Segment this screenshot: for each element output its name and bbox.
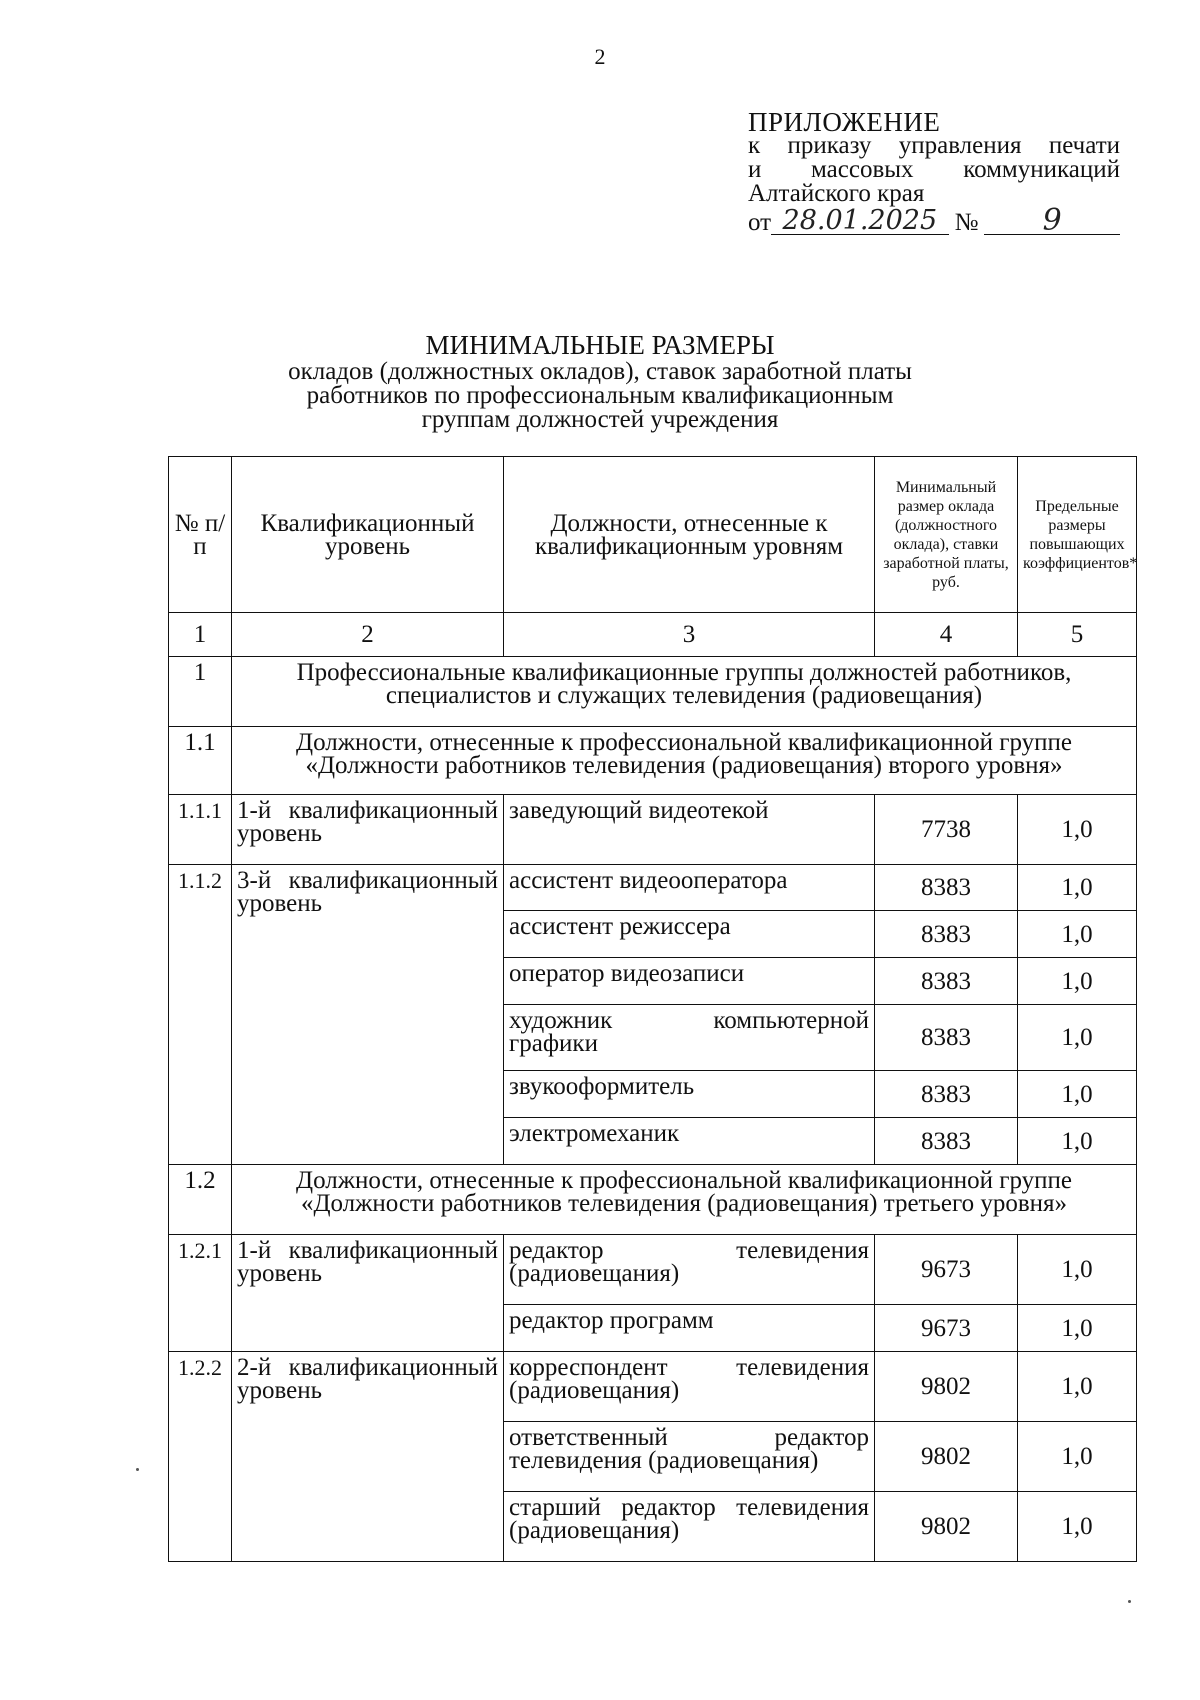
coefficient-cell: 1,0 <box>1018 1492 1137 1562</box>
appendix-line-2 <box>748 158 1120 182</box>
position-cell: корреспондент телевидения (радиовещания) <box>504 1352 875 1422</box>
order-signature-line <box>748 203 1120 238</box>
position-cell: редактор телевидения (радиовещания) <box>504 1235 875 1305</box>
appendix-word: к <box>748 132 761 159</box>
position-cell: ассистент режиссера <box>504 911 875 958</box>
appendix-word: массовых <box>811 156 914 183</box>
column-number: 2 <box>232 613 504 657</box>
appendix-word: и <box>748 156 762 183</box>
table-row <box>169 795 1137 865</box>
title-line: работников по профессиональным квалификационным <box>306 382 894 409</box>
order-number-handwritten: 9 <box>984 208 1120 235</box>
salary-cell: 8383 <box>875 958 1018 1005</box>
coefficient-cell: 1,0 <box>1018 795 1137 865</box>
scan-speck <box>1128 1600 1131 1603</box>
position-cell: звукооформитель <box>504 1071 875 1118</box>
coefficient-cell: 1,0 <box>1018 1005 1137 1071</box>
section-title: Должности, отнесенные к профессиональной квалификационной группе «Должности работников телевидения (радиовещания) третьего уровня» <box>232 1165 1137 1235</box>
coefficient-cell: 1,0 <box>1018 865 1137 911</box>
salary-cell: 9802 <box>875 1492 1018 1562</box>
column-number: 4 <box>875 613 1018 657</box>
header-positions: Должности, отнесенные к квалификационным уровням <box>504 457 875 613</box>
appendix-word: коммуникаций <box>963 156 1120 183</box>
table-row <box>169 865 1137 911</box>
section-row <box>169 1165 1137 1235</box>
section-row <box>169 657 1137 727</box>
coefficient-cell: 1,0 <box>1018 1422 1137 1492</box>
position-cell: оператор видеозаписи <box>504 958 875 1005</box>
position-cell: электромеханик <box>504 1118 875 1165</box>
coefficient-cell: 1,0 <box>1018 1118 1137 1165</box>
section-title: Профессиональные квалификационные группы должностей работников, специалистов и служащих телевидения (радиовещания) <box>232 657 1137 727</box>
position-cell: редактор программ <box>504 1305 875 1352</box>
salary-cell: 9673 <box>875 1235 1018 1305</box>
salary-cell: 9802 <box>875 1352 1018 1422</box>
section-row <box>169 727 1137 795</box>
salary-table <box>168 456 1137 1562</box>
position-cell: ассистент видеооператора <box>504 865 875 911</box>
section-number: 1.1 <box>169 727 232 795</box>
position-cell: художник компьютерной графики <box>504 1005 875 1071</box>
header-salary: Минимальный размер оклада (должностного оклада), ставки заработной платы, руб. <box>875 457 1018 613</box>
column-number-row <box>169 613 1137 657</box>
qualification-level: 1-й квалификационный уровень <box>232 1235 504 1352</box>
salary-cell: 8383 <box>875 1118 1018 1165</box>
section-number: 1.2 <box>169 1165 232 1235</box>
position-cell: заведующий видеотекой <box>504 795 875 865</box>
title-main: МИНИМАЛЬНЫЕ РАЗМЕРЫ <box>425 330 775 360</box>
salary-cell: 8383 <box>875 1071 1018 1118</box>
section-title: Должности, отнесенные к профессиональной квалификационной группе «Должности работников телевидения (радиовещания) второго уровня» <box>232 727 1137 795</box>
group-number: 1.2.2 <box>169 1352 232 1562</box>
position-cell: старший редактор телевидения (радиовещания) <box>504 1492 875 1562</box>
appendix-word: управления <box>898 132 1022 159</box>
appendix-block <box>748 107 1120 238</box>
salary-cell: 8383 <box>875 1005 1018 1071</box>
appendix-line-1 <box>748 134 1120 158</box>
coefficient-cell: 1,0 <box>1018 1071 1137 1118</box>
qualification-level: 1-й квалификационный уровень <box>232 795 504 865</box>
header-level: Квалификационный уровень <box>232 457 504 613</box>
salary-cell: 8383 <box>875 865 1018 911</box>
scan-speck <box>136 1468 139 1471</box>
appendix-line-3: Алтайского края <box>748 180 925 207</box>
title-line: окладов (должностных окладов), ставок заработной платы <box>288 358 912 385</box>
group-number: 1.1.1 <box>169 795 232 865</box>
header-number: № п/п <box>169 457 232 613</box>
page-number: 2 <box>594 44 606 69</box>
column-number: 3 <box>504 613 875 657</box>
date-prefix: от <box>748 209 772 236</box>
title-line: группам должностей учреждения <box>421 406 779 433</box>
position-cell: ответственный редактор телевидения (радиовещания) <box>504 1422 875 1492</box>
qualification-level: 3-й квалификационный уровень <box>232 865 504 1165</box>
number-label: № <box>954 209 979 236</box>
document-title <box>0 330 1200 432</box>
salary-cell: 8383 <box>875 911 1018 958</box>
appendix-heading: ПРИЛОЖЕНИЕ <box>748 107 941 137</box>
order-date-handwritten: 28.01.2025 <box>771 208 948 235</box>
header-coefficient: Предельные размеры повышающих коэффициентов* <box>1018 457 1137 613</box>
group-number: 1.2.1 <box>169 1235 232 1352</box>
salary-cell: 7738 <box>875 795 1018 865</box>
coefficient-cell: 1,0 <box>1018 911 1137 958</box>
table-header-row <box>169 457 1137 613</box>
salary-cell: 9802 <box>875 1422 1018 1492</box>
coefficient-cell: 1,0 <box>1018 958 1137 1005</box>
coefficient-cell: 1,0 <box>1018 1352 1137 1422</box>
coefficient-cell: 1,0 <box>1018 1235 1137 1305</box>
group-number: 1.1.2 <box>169 865 232 1165</box>
column-number: 5 <box>1018 613 1137 657</box>
salary-cell: 9673 <box>875 1305 1018 1352</box>
table-row <box>169 1235 1137 1305</box>
appendix-word: приказу <box>787 132 872 159</box>
coefficient-cell: 1,0 <box>1018 1305 1137 1352</box>
appendix-word: печати <box>1048 132 1120 159</box>
section-number: 1 <box>169 657 232 727</box>
column-number: 1 <box>169 613 232 657</box>
qualification-level: 2-й квалификационный уровень <box>232 1352 504 1562</box>
table-row <box>169 1352 1137 1422</box>
